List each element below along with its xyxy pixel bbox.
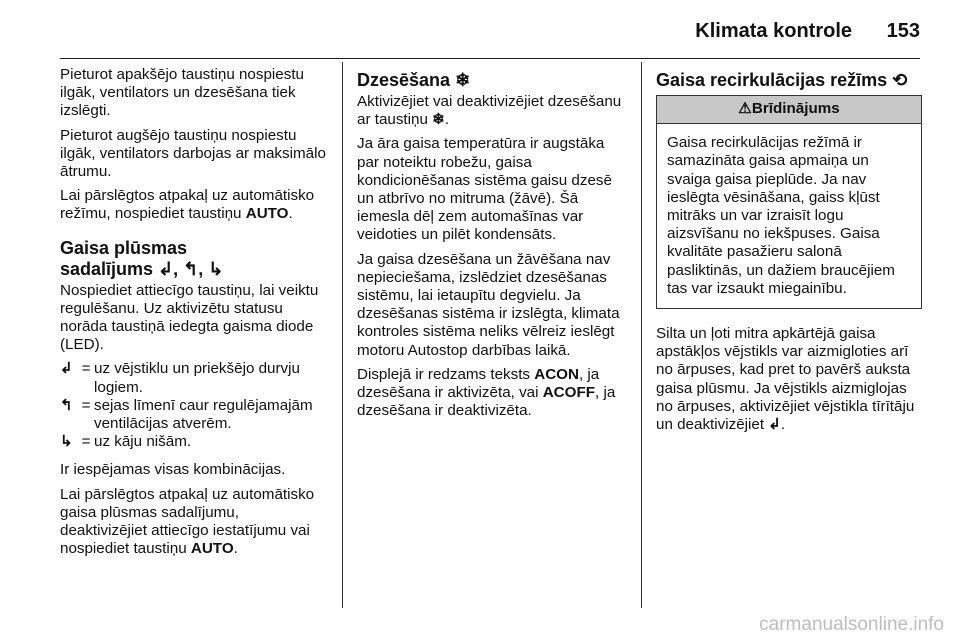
column-right <box>656 66 922 440</box>
keyword-acon: ACON <box>534 365 579 383</box>
page-number: 153 <box>886 20 920 42</box>
paragraph: Silta un ļoti mitra apkārtējā gaisa apstākļos vējstikls var aizmigloties arī no ārpuses, kad pret to pavērš auksta gaisa plūsmu. Ja vējstikls aizmiglojas no ārpuses, aktivizējiet vējstikla tīrītāju un deaktivizējiet ↲. <box>656 325 915 434</box>
windscreen-airflow-icon: ↲ <box>768 416 782 434</box>
snowflake-icon: ❄ <box>432 111 445 129</box>
section-heading-recirculation: Gaisa recirkulācijas režīms ⟲ <box>656 70 908 90</box>
keyword-auto: AUTO <box>190 540 234 558</box>
keyword-acoff: ACOFF <box>542 384 596 402</box>
air-distribution-icons: ↲, ↰, ↳ <box>158 258 224 279</box>
windscreen-airflow-icon: ↲ <box>60 360 73 378</box>
list-item: ↲ = uz vējstiklu un priekšējo durvju logiem. <box>60 360 300 396</box>
paragraph: Pieturot augšējo taustiņu nospiestu ilgāk, ventilators darbojas ar maksimālo ātrumu. <box>60 126 326 181</box>
paragraph: Displejā ir redzams teksts ACON, ja dzesēšana ir aktivizēta, vai ACOFF, ja dzesēšana ir deaktivizēta. <box>357 365 616 420</box>
column-middle <box>357 66 629 426</box>
paragraph: Ja āra gaisa temperatūra ir augstāka par noteiktu robežu, gaisa kondicionēšanas sistēma gaisu dzesē un atbrīvo no mitruma (žāvē). Šā iemesla dēļ zem automašīnas var veidoties un pilēt kondensāts. <box>357 135 612 244</box>
column-left <box>60 66 330 564</box>
warning-icon: ⚠ <box>738 100 752 117</box>
paragraph: Lai pārslēgtos atpakaļ uz automātisko režīmu, nospiediet taustiņu AUTO. <box>60 187 315 223</box>
recirculation-icon: ⟲ <box>892 70 908 90</box>
paragraph: Nospiediet attiecīgo taustiņu, lai veiktu regulēšanu. Uz aktivizētu statusu norāda taustiņā iedegta gaisma diode (LED). <box>60 281 319 354</box>
section-heading-air-distribution: Gaisa plūsmas sadalījums ↲, ↰, ↳ <box>60 237 224 279</box>
paragraph: Ir iespējamas visas kombinācijas. <box>60 461 286 479</box>
keyword-auto: AUTO <box>245 205 289 223</box>
warning-box <box>656 95 922 309</box>
column-divider <box>342 62 343 608</box>
warning-header: ⚠Brīdinājums <box>657 96 921 124</box>
section-heading-cooling: Dzesēšana ❄ <box>357 70 471 90</box>
warning-body: Gaisa recirkulācijas režīmā ir samazināta gaisa apmaiņa un svaiga gaisa pieplūde. Ja nav ieslēgta vēsināšana, gaiss kļūst mitrāks un var izraisīt logu aizsvīšanu no iekšpuses. Gaisa kvalitāte pasažieru salonā pasliktinās, un dažiem braucējiem tas var izsaukt miegainību. <box>667 134 895 297</box>
paragraph: Pieturot apakšējo taustiņu nospiestu ilgāk, ventilators un dzesēšana tiek izslēgti. <box>60 66 305 120</box>
header-title: Klimata kontrole <box>695 20 852 42</box>
list-item: ↳ = uz kāju nišām. <box>60 433 192 451</box>
paragraph: Ja gaisa dzesēšana un žāvēšana nav nepieciešama, izslēdziet dzesēšanas sistēmu, lai ietaupītu degvielu. Ja dzesēšanas sistēma ir izslēgta, klimata kontroles sistēma neliks vēlreiz ieslēgt motoru Autostop darbības laikā. <box>357 250 620 359</box>
paragraph: Aktivizējiet vai deaktivizējiet dzesēšanu ar taustiņu ❄. <box>357 93 622 129</box>
watermark: carmanualsonline.info <box>759 614 944 635</box>
column-divider <box>641 62 642 608</box>
page-header <box>0 0 960 56</box>
footwell-airflow-icon: ↳ <box>60 433 73 451</box>
list-item: ↰ = sejas līmenī caur regulējamajām ventilācijas atverēm. <box>60 396 313 433</box>
paragraph: Lai pārslēgtos atpakaļ uz automātisko gaisa plūsmas sadalījumu, deaktivizējiet attiecīgo iestatījumu vai nospiediet taustiņu AUTO. <box>60 485 315 558</box>
snowflake-icon: ❄ <box>455 70 471 90</box>
face-airflow-icon: ↰ <box>60 396 73 414</box>
symbol-list <box>60 360 330 451</box>
header-rule <box>60 58 920 59</box>
